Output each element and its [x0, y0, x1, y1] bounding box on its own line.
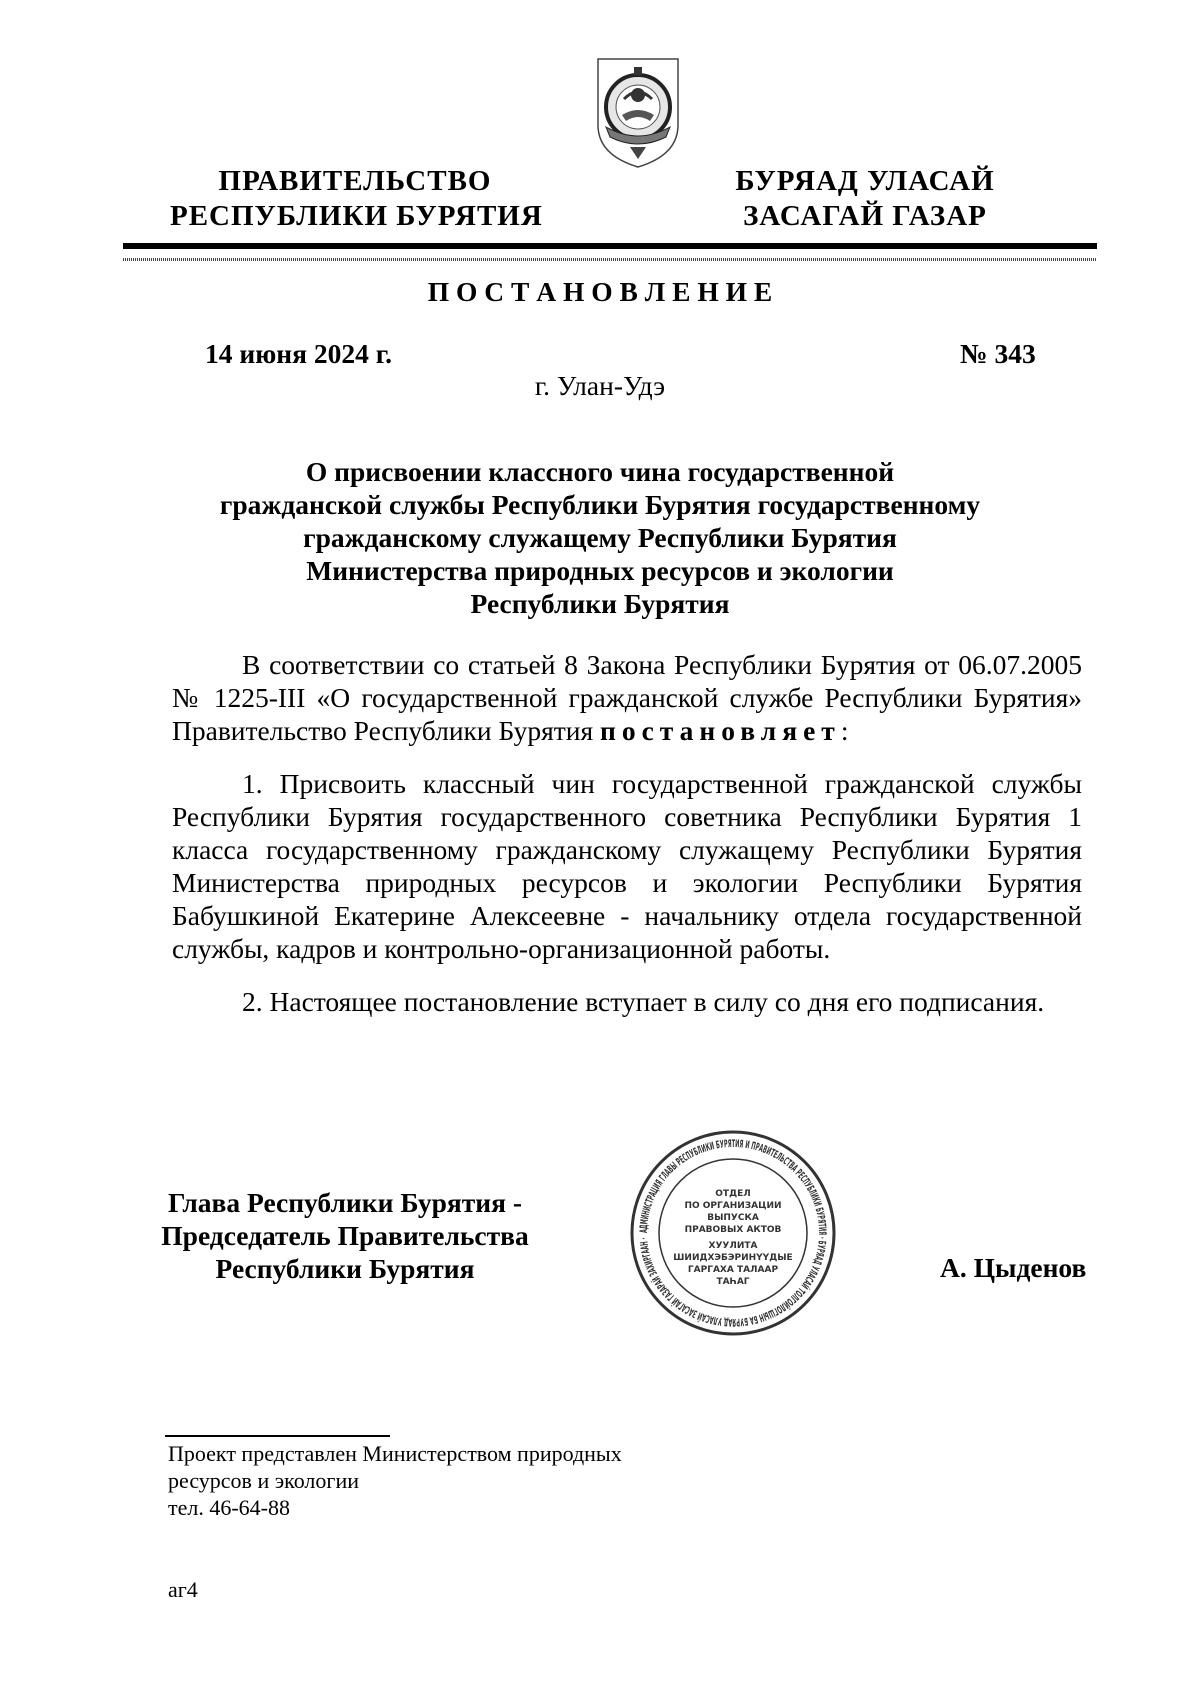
- title-line: Республики Бурятия: [470, 588, 730, 619]
- stamp-center-line: ВЫПУСКА: [707, 1213, 759, 1223]
- header-left-line2: РЕСПУБЛИКИ БУРЯТИЯ: [170, 200, 543, 232]
- header-right-line1: БУРЯАД УЛАСАЙ: [735, 165, 995, 197]
- stamp-outer-text: АДМИНИСТРАЦИЯ ГЛАВЫ РЕСПУБЛИКИ БУРЯТИЯ И ПРАВИТЕЛЬСТВА РЕСПУБЛИКИ БУРЯТИЯ · БУРЯАД УЛАСАЙ ТОЛГОЙЛОГШЫН БА БУРЯАД УЛАСАЙ ЗАСАГАЙ ГАЗАРАЙ ЗАХИРГААН ·: [637, 1137, 829, 1329]
- document-body: [172, 648, 1082, 1018]
- footer-code: аг4: [168, 1577, 198, 1602]
- title-line: О присвоении классного чина государственной: [305, 456, 895, 487]
- header-divider-thin: [123, 258, 1097, 261]
- document-title: [140, 455, 1060, 620]
- footer-line: Проект представлен Министерством природных: [168, 1441, 622, 1466]
- position-line: Глава Республики Бурятия -: [167, 1187, 523, 1218]
- header-left: [170, 164, 543, 234]
- clause-paragraph: 2. Настоящее постановление вступает в силу со дня его подписания.: [242, 986, 1045, 1017]
- header-right: [700, 164, 1030, 234]
- stamp-center-line: ПО ОРГАНИЗАЦИИ: [684, 1201, 782, 1211]
- preamble-paragraph: [172, 648, 1082, 747]
- decree-word: постановляет: [600, 715, 841, 746]
- coat-of-arms-emblem: [594, 55, 682, 171]
- footer-line: ресурсов и экологии: [168, 1468, 359, 1493]
- clause-paragraph: 1. Присвоить классный чин государственной гражданской службы Республики Бурятия государственного советника Республики Бурятия 1 класса государственному гражданскому служащему Республики Бурятия Министерства природных ресурсов и экологии Республики Бурятия Бабушкиной Екатерине Алексеевне - начальнику отдела государственной службы, кадров и контрольно-организационной работы.: [172, 768, 1082, 964]
- signatory-name: А. Цыденов: [940, 1252, 1087, 1283]
- stamp-center-line: ОТДЕЛ: [715, 1189, 751, 1199]
- header-right-line2: ЗАСАГАЙ ГАЗАР: [743, 200, 987, 232]
- document-date: 14 июня 2024 г.: [205, 338, 392, 369]
- preamble-end: :: [840, 715, 849, 746]
- title-line: гражданскому служащему Республики Бурятия: [303, 522, 897, 553]
- footer-line: тел. 46-64-88: [168, 1495, 291, 1520]
- title-line: Министерства природных ресурсов и экологии: [306, 555, 894, 586]
- document-number: № 343: [960, 338, 1036, 369]
- footer-note: [168, 1440, 622, 1521]
- header-divider-thick: [123, 243, 1097, 249]
- stamp-center-line: ШИИДХЭБЭРИНҮҮДЫЕ: [673, 1253, 793, 1263]
- document-type: П О С Т А Н О В Л Е Н И Е: [427, 276, 773, 307]
- stamp-center-line: ТАҺАГ: [716, 1277, 750, 1287]
- signature-position: [150, 1186, 540, 1285]
- official-stamp: [628, 1128, 838, 1338]
- position-line: Председатель Правительства: [161, 1220, 529, 1251]
- title-line: гражданской службы Республики Бурятия государственному: [219, 489, 981, 520]
- document-city: г. Улан-Удэ: [534, 370, 666, 401]
- stamp-center-line: ГАРГАХА ТАЛААР: [687, 1265, 779, 1275]
- preamble-text: В соответствии со статьей 8 Закона Республики Бурятия от 06.07.2005 № 1225-III «О государственной гражданской службе Республики Бурятия» Правительство Республики Бурятия: [172, 649, 1082, 746]
- header-left-line1: ПРАВИТЕЛЬСТВО: [218, 165, 492, 197]
- footer-divider: [165, 1435, 390, 1437]
- stamp-center-line: ПРАВОВЫХ АКТОВ: [684, 1225, 782, 1235]
- position-line: Республики Бурятия: [215, 1253, 475, 1284]
- stamp-center-line: ХУУЛИТА: [708, 1241, 758, 1251]
